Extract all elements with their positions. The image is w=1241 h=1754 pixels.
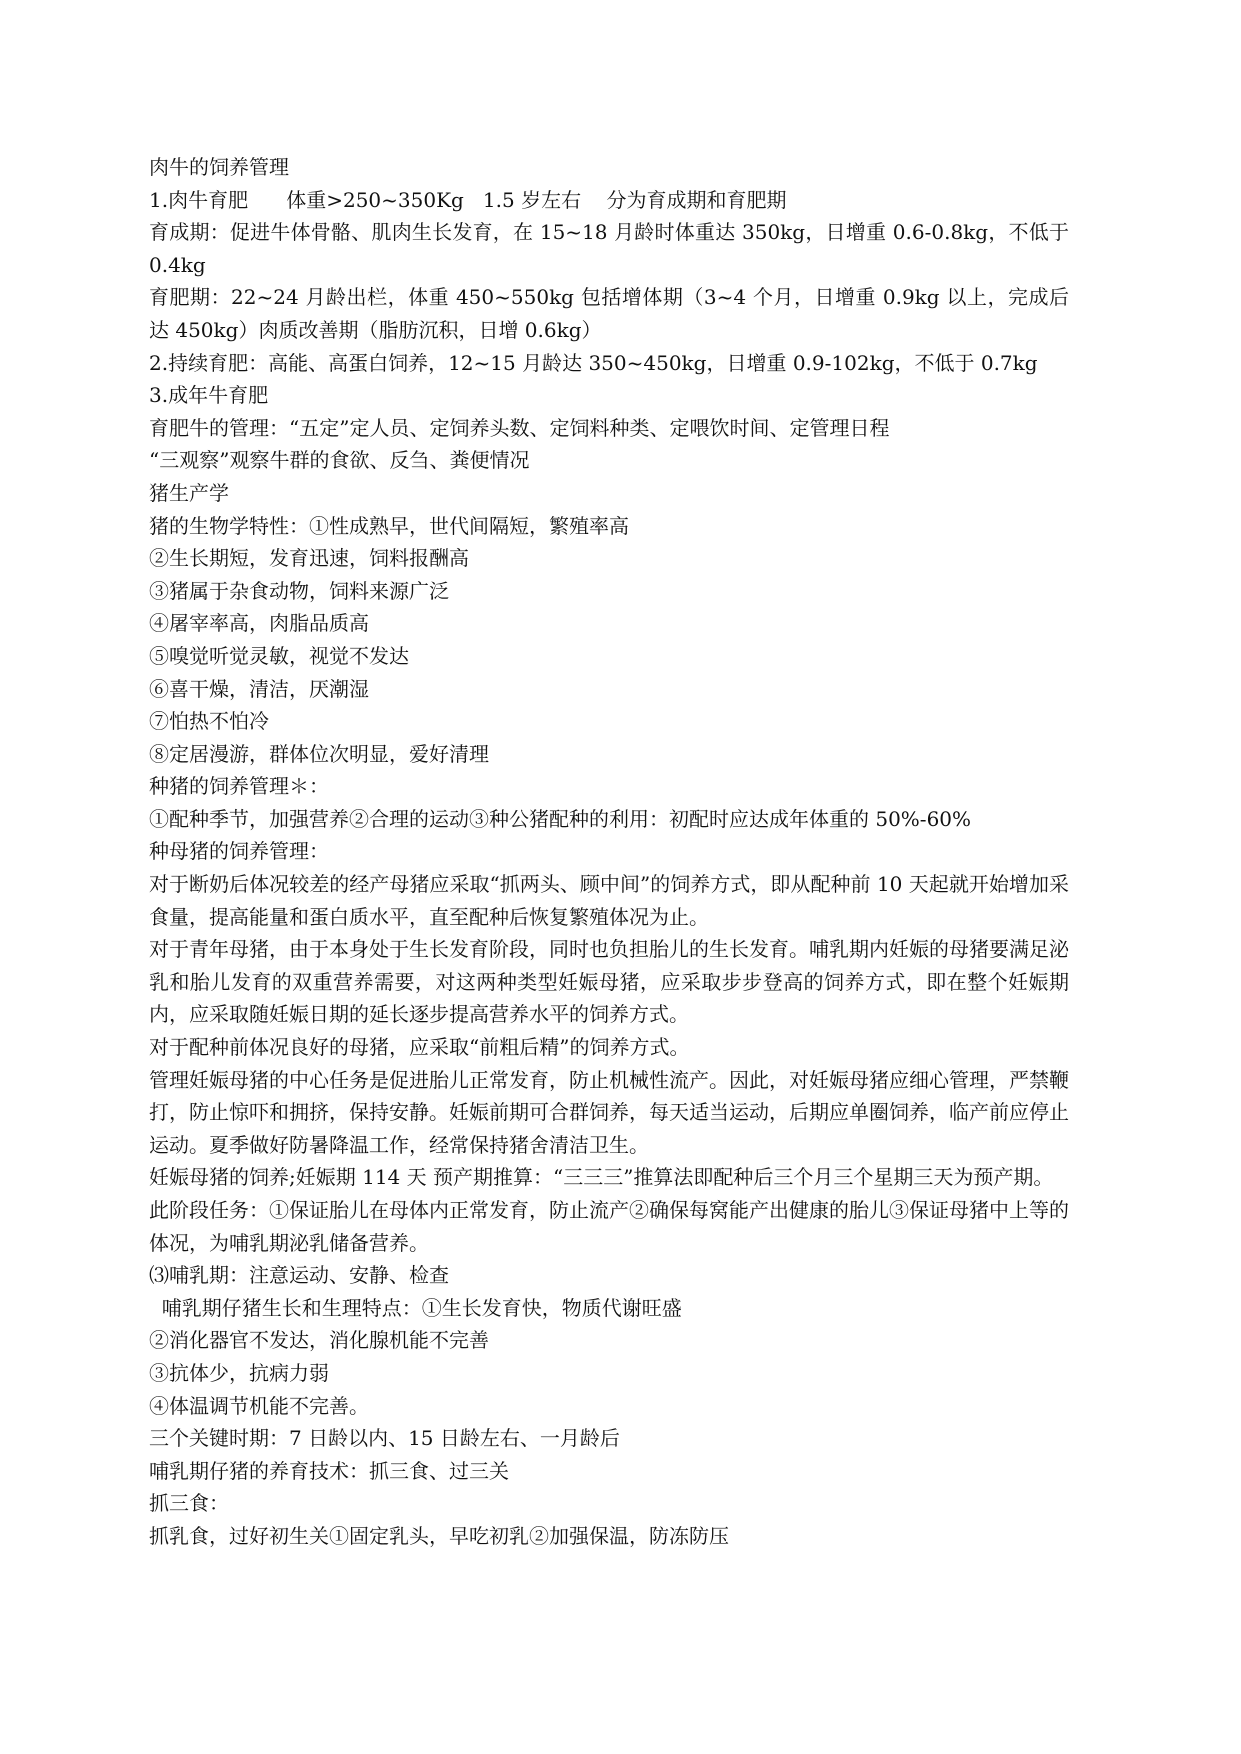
text-line: 2.持续育肥：高能、高蛋白饲养，12~15 月龄达 350~450kg，日增重 0.9-102kg，不低于 0.7kg (149, 350, 1038, 375)
text-paragraph: 育成期：促进牛体骨骼、肌肉生长发育，在 15~18 月龄时体重达 350kg，日增重 0.6-0.8kg，不低于 0.4kg (149, 220, 1069, 277)
text-paragraph: 妊娠母猪的饲养;妊娠期 114 天 预产期推算：“三三三”推算法即配种后三个月三个星期三天为预产期。 (149, 1165, 1054, 1190)
text-line: 对于配种前体况良好的母猪，应采取“前粗后精”的饲养方式。 (149, 1035, 690, 1060)
text-line: 种猪的饲养管理＊： (149, 774, 329, 799)
text-line: 猪生产学 (149, 480, 229, 505)
text-line: ⑥喜干燥，清洁，厌潮湿 (149, 676, 369, 701)
text-paragraph: 管理妊娠母猪的中心任务是促进胎儿正常发育，防止机械性流产。因此，对妊娠母猪应细心管理，严禁鞭打，防止惊吓和拥挤，保持安静。妊娠前期可合群饲养，每天适当运动，后期应单圈饲养，临产前应停止运动。夏季做好防暑降温工作，经常保持猪舍清洁卫生。 (149, 1067, 1069, 1157)
text-line: 抓乳食，过好初生关①固定乳头，早吃初乳②加强保温，防冻防压 (149, 1523, 729, 1548)
text-line: 抓三食： (149, 1491, 229, 1516)
text-line: ③猪属于杂食动物，饲料来源广泛 (149, 578, 449, 603)
text-line: ⑤嗅觉听觉灵敏，视觉不发达 (149, 643, 409, 668)
text-line: 1.肉牛育肥 体重>250~350Kg 1.5 岁左右 分为育成期和育肥期 (149, 187, 787, 212)
document-lines (149, 184, 1069, 1553)
text-line: ④体温调节机能不完善。 (149, 1393, 369, 1418)
text-line: 种母猪的饲养管理： (149, 839, 329, 864)
text-line: ②生长期短，发育迅速，饲料报酬高 (149, 546, 469, 571)
text-paragraph: 此阶段任务：①保证胎儿在母体内正常发育，防止流产②确保每窝能产出健康的胎儿③保证母猪中上等的体况，为哺乳期泌乳储备营养。 (149, 1198, 1069, 1255)
text-line: ②消化器官不发达，消化腺机能不完善 (149, 1328, 489, 1353)
text-line: 猪的生物学特性：①性成熟早，世代间隔短，繁殖率高 (149, 513, 629, 538)
text-line: ③抗体少，抗病力弱 (149, 1360, 329, 1385)
text-line: 三个关键时期：7 日龄以内、15 日龄左右、一月龄后 (149, 1426, 620, 1451)
text-line: ④屠宰率高，肉脂品质高 (149, 611, 369, 636)
text-line: ⑦怕热不怕冷 (149, 709, 269, 734)
text-line: 哺乳期仔猪生长和生理特点：①生长发育快，物质代谢旺盛 (149, 1295, 682, 1320)
text-paragraph: 对于青年母猪，由于本身处于生长发育阶段，同时也负担胎儿的生长发育。哺乳期内妊娠的母猪要满足泌乳和胎儿发育的双重营养需要，对这两种类型妊娠母猪，应采取步步登高的饲养方式，即在整个妊娠期内，应采取随妊娠日期的延长逐步提高营养水平的饲养方式。 (149, 937, 1069, 1027)
document-title: 肉牛的饲养管理 (149, 155, 289, 179)
text-paragraph: 对于断奶后体况较差的经产母猪应采取“抓两头、顾中间”的饲养方式，即从配种前 10 天起就开始增加采食量，提高能量和蛋白质水平，直至配种后恢复繁殖体况为止。 (149, 872, 1069, 929)
text-line: ⑧定居漫游，群体位次明显，爱好清理 (149, 741, 489, 766)
text-paragraph: 育肥期：22~24 月龄出栏，体重 450~550kg 包括增体期（3~4 个月，日增重 0.9kg 以上，完成后达 450kg）肉质改善期（脂肪沉积，日增 0.6kg） (149, 285, 1069, 342)
text-line: 哺乳期仔猪的养育技术：抓三食、过三关 (149, 1458, 509, 1483)
text-line: “三观察”观察牛群的食欲、反刍、粪便情况 (149, 448, 530, 473)
text-line: 3.成年牛育肥 (149, 383, 269, 408)
text-line: 育肥牛的管理：“五定”定人员、定饲养头数、定饲料种类、定喂饮时间、定管理日程 (149, 415, 890, 440)
text-line: ⑶哺乳期：注意运动、安静、检查 (149, 1263, 449, 1288)
document-body (149, 151, 1069, 1553)
text-line: ①配种季节，加强营养②合理的运动③种公猪配种的利用：初配时应达成年体重的 50%-60% (149, 806, 972, 831)
